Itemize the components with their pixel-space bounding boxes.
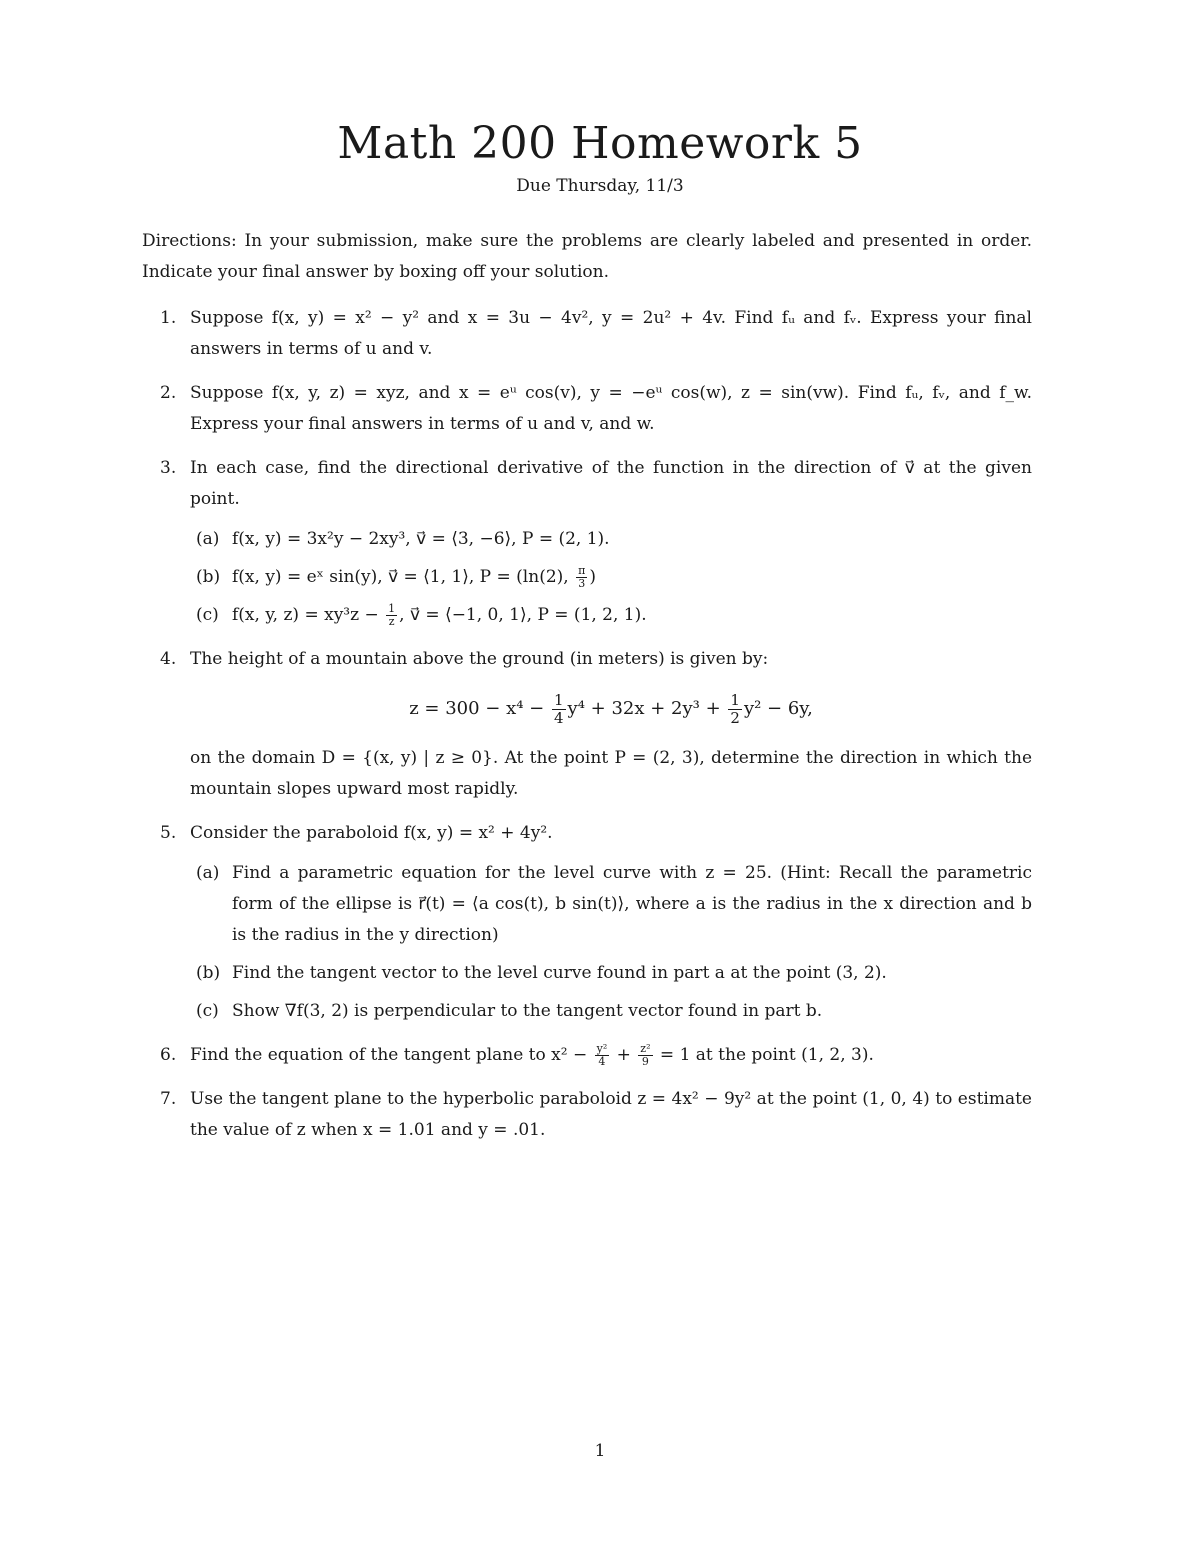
problem-text-post: = 1 at the point (1, 2, 3). bbox=[654, 1045, 874, 1065]
problem-1 bbox=[142, 303, 1032, 365]
problem-3 bbox=[142, 453, 1032, 631]
subpart-b bbox=[190, 562, 1032, 593]
subpart-text-post: , v⃗ = ⟨−1, 0, 1⟩, P = (1, 2, 1). bbox=[399, 605, 647, 625]
subpart-text-post: ) bbox=[589, 567, 596, 587]
subpart-text: Find the tangent vector to the level curve found in part a at the point (3, 2). bbox=[232, 963, 887, 983]
problem-text-continued: on the domain D = {(x, y) | z ≥ 0}. At the point P = (2, 3), determine the direction in which the mountain slopes upward most rapidly. bbox=[190, 748, 1032, 799]
fraction-numerator: π bbox=[578, 563, 586, 577]
problem-text: Suppose f(x, y) = x² − y² and x = 3u − 4v², y = 2u² + 4v. Find fᵤ and fᵥ. Express your final answers in terms of u and v. bbox=[190, 308, 1032, 359]
fraction bbox=[595, 1043, 610, 1068]
problem-text: Consider the paraboloid f(x, y) = x² + 4y². bbox=[190, 823, 553, 843]
problem-text: Suppose f(x, y, z) = xyz, and x = eᵘ cos(v), y = −eᵘ cos(w), z = sin(vw). Find fᵤ, fᵥ, and f_w. Express your final answers in terms of u and v, and w. bbox=[190, 383, 1032, 434]
page-number: 1 bbox=[594, 1441, 606, 1461]
subpart-label: (b) bbox=[196, 567, 221, 587]
fraction-denominator: 4 bbox=[598, 1055, 606, 1068]
fraction-denominator: z bbox=[388, 615, 395, 628]
problem-number: 3. bbox=[160, 458, 177, 478]
fraction-numerator: y² bbox=[596, 1041, 608, 1055]
directions-text: Directions: In your submission, make sure the problems are clearly labeled and presented in order. Indicate your final answer by boxing off your solution. bbox=[142, 231, 1032, 282]
problem-number: 1. bbox=[160, 308, 177, 328]
fraction bbox=[386, 603, 397, 628]
subpart-label: (c) bbox=[196, 605, 219, 625]
subpart-list bbox=[190, 524, 1032, 631]
subpart-b bbox=[190, 958, 1032, 989]
fraction-numerator: z² bbox=[640, 1041, 651, 1055]
problem-text-pre: Find the equation of the tangent plane to x² − bbox=[190, 1045, 593, 1065]
equation-part: y² − 6y, bbox=[743, 698, 813, 719]
fraction bbox=[576, 565, 587, 590]
problem-7 bbox=[142, 1084, 1032, 1146]
subpart-label: (a) bbox=[196, 863, 220, 883]
problem-text: Use the tangent plane to the hyperbolic paraboloid z = 4x² − 9y² at the point (1, 0, 4) to estimate the value of z when x = 1.01 and y = .01. bbox=[190, 1089, 1032, 1140]
fraction-numerator: 1 bbox=[553, 691, 564, 709]
subpart-list bbox=[190, 858, 1032, 1027]
problem-6 bbox=[142, 1040, 1032, 1071]
problem-number: 5. bbox=[160, 823, 177, 843]
subpart-text-pre: f(x, y) = eˣ sin(y), v⃗ = ⟨1, 1⟩, P = (ln(2), bbox=[232, 567, 575, 587]
subpart-c bbox=[190, 996, 1032, 1027]
subpart-text-pre: f(x, y, z) = xy³z − bbox=[232, 605, 385, 625]
subpart-text: f(x, y) = 3x²y − 2xy³, v⃗ = ⟨3, −6⟩, P = (2, 1). bbox=[232, 529, 610, 549]
subpart-a bbox=[190, 858, 1032, 951]
problem-number: 7. bbox=[160, 1089, 177, 1109]
subpart-c bbox=[190, 600, 1032, 631]
subpart-label: (b) bbox=[196, 963, 221, 983]
subpart-text: Find a parametric equation for the level curve with z = 25. (Hint: Recall the parametric form of the ellipse is r⃗(t) = ⟨a cos(t), b sin(t)⟩, where a is the radius in the x direction and b is the radius in the y direction) bbox=[232, 863, 1032, 945]
problem-text: The height of a mountain above the ground (in meters) is given by: bbox=[190, 649, 769, 669]
subpart-label: (a) bbox=[196, 529, 220, 549]
fraction-numerator: 1 bbox=[730, 691, 740, 709]
subpart-text: Show ∇f(3, 2) is perpendicular to the tangent vector found in part b. bbox=[232, 1001, 823, 1021]
fraction-numerator: 1 bbox=[388, 601, 396, 615]
problem-5 bbox=[142, 818, 1032, 1027]
display-equation bbox=[190, 689, 1032, 729]
problem-text-mid: + bbox=[611, 1045, 637, 1065]
page-title: Math 200 Homework 5 bbox=[337, 118, 863, 169]
fraction-denominator: 2 bbox=[730, 708, 740, 727]
fraction bbox=[728, 692, 742, 726]
fraction-denominator: 9 bbox=[641, 1055, 649, 1068]
problem-number: 2. bbox=[160, 383, 177, 403]
subpart-label: (c) bbox=[196, 1001, 219, 1021]
fraction bbox=[552, 692, 566, 726]
equation-part: y⁴ + 32x + 2y³ + bbox=[567, 698, 727, 719]
subpart-a bbox=[190, 524, 1032, 555]
fraction bbox=[638, 1043, 652, 1068]
due-date: Due Thursday, 11/3 bbox=[516, 176, 684, 196]
problem-4 bbox=[142, 644, 1032, 805]
fraction-denominator: 4 bbox=[553, 708, 564, 727]
problem-list bbox=[142, 303, 1032, 1159]
problem-text: In each case, find the directional derivative of the function in the direction of v⃗ at the given point. bbox=[190, 458, 1032, 509]
problem-number: 4. bbox=[160, 649, 177, 669]
problem-2 bbox=[142, 378, 1032, 440]
fraction-denominator: 3 bbox=[578, 577, 586, 590]
equation-part: z = 300 − x⁴ − bbox=[409, 698, 550, 719]
problem-number: 6. bbox=[160, 1045, 177, 1065]
